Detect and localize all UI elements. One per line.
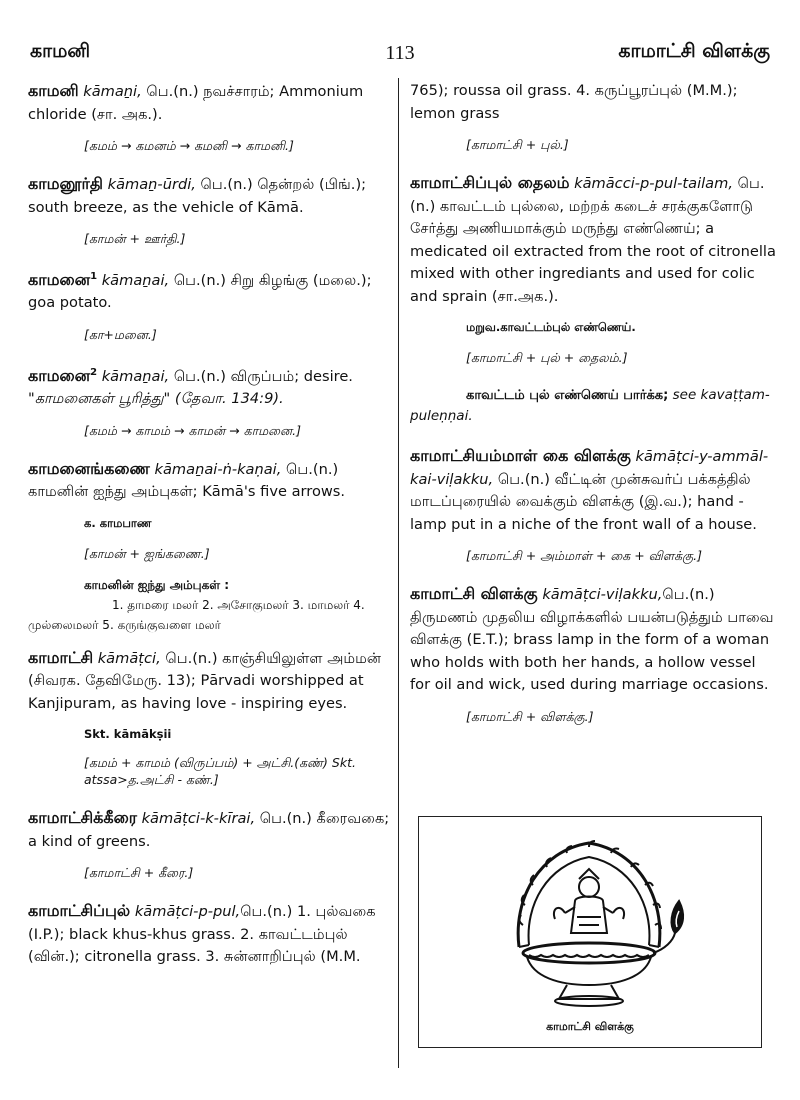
etymology: [கமம் + காமம் (விருப்பம்) + அட்சி.(கண்) Skt. atssa>த.அட்சி - கண்.] bbox=[84, 755, 356, 788]
definition: பெ.(n.) வீட்டின் முன்சுவர்ப் பக்கத்தில் மாடப்புரையில் வைக்கும் விளக்கு (இ.வ.); hand - lamp put in a niche of the front wall of a house. bbox=[410, 470, 757, 533]
dictionary-entry bbox=[28, 900, 396, 969]
dictionary-entry bbox=[410, 445, 778, 536]
dictionary-entry bbox=[28, 458, 396, 504]
headword: காமனூர்தி bbox=[28, 174, 103, 193]
transliteration: kāmāṭci-k-kīrai, bbox=[141, 810, 256, 828]
etymology: [கமம் → கமனம் → கமனி → காமனி.] bbox=[84, 138, 294, 153]
definition: பெ.(n.) தென்றல் (பிங்.); south breeze, as the vehicle of Kāmā. bbox=[28, 176, 367, 216]
page-header bbox=[30, 40, 770, 70]
etymology: [காமன் + ஊர்தி.] bbox=[84, 231, 186, 246]
definition: பெ.(n.) காஞ்சியிலுள்ள அம்மன் (சிவரக. தேவிமேரு. 13); Pārvadi worshipped at Kanjipuram, as having love - inspiring eyes. bbox=[28, 649, 382, 712]
transliteration: kāmaṉai-ṅ-kaṇai, bbox=[154, 460, 282, 478]
transliteration: kāmāṭci-y-ammāl-kai-viḷakku, bbox=[410, 448, 769, 488]
dictionary-entry bbox=[410, 583, 778, 697]
etymology: [கமம் → காமம் → காமன் → காமனை.] bbox=[84, 422, 301, 438]
headword: காமனை bbox=[28, 365, 91, 385]
definition: பெ.(n.) சிறு கிழங்கு (மலை.); goa potato. bbox=[28, 271, 372, 312]
arrows-list-text: 1. தாமரை மலர் 2. அசோகுமலர் 3. மாமலர் 4. முல்லைமலர் 5. கருங்குவளை மலர் bbox=[28, 597, 365, 632]
etymology: [காமாட்சி + விளக்கு.] bbox=[466, 708, 594, 724]
dictionary-entry bbox=[28, 647, 396, 716]
etymology: [காமாட்சி + அம்மாள் + கை + விளக்கு.] bbox=[466, 548, 703, 563]
left-column bbox=[28, 80, 396, 981]
transliteration: kāmaṉai, bbox=[101, 367, 170, 385]
headword: காமனி bbox=[28, 81, 79, 100]
page-number: 113 bbox=[385, 42, 415, 64]
dictionary-entry bbox=[410, 172, 778, 308]
headword: காமாட்சிப்புல் bbox=[28, 901, 131, 921]
definition: பெ.(n.) 1. புல்வகை (I.P.); black khus-khus grass. 2. காவட்டம்புல் (வின்.); citronella grass. 3. சுன்னாறிப்புல் (M.M. bbox=[28, 903, 376, 966]
transliteration: kāmaṉi, bbox=[83, 83, 142, 100]
headword: காமாட்சிப்புல் தைலம் bbox=[410, 173, 570, 192]
headword: காமனைங்கணை bbox=[28, 458, 150, 478]
headword: காமாட்சியம்மாள் கை விளக்கு bbox=[410, 446, 631, 465]
definition: பெ.(n.) திருமணம் முதலிய விழாக்களில் பயன்படுத்தும் பாவை விளக்கு (E.T.); brass lamp in the form of a woman who holds with both her hands, a hollow vessel for oil and wick, used during marriage occasions. bbox=[410, 586, 774, 693]
column-divider bbox=[398, 78, 399, 1068]
transliteration: kāmāṭci-viḷakku, bbox=[542, 586, 663, 603]
transliteration: kāmācci-p-pul-tailam, bbox=[574, 175, 733, 192]
dictionary-entry bbox=[28, 80, 396, 126]
right-column bbox=[410, 80, 778, 744]
dictionary-entry bbox=[28, 362, 396, 411]
etymology: [காமன் + ஐங்கணை.] bbox=[84, 545, 210, 561]
entry-continuation: 765); roussa oil grass. 4. கருப்பூரப்புல் (M.M.); lemon grass bbox=[410, 82, 738, 122]
lamp-figure bbox=[418, 816, 762, 1048]
transliteration: kāmaṉ-ūrdi, bbox=[107, 176, 196, 193]
header-guide-word-left: காமனி bbox=[30, 40, 91, 62]
etymology: [காமாட்சி + புல் + தைலம்.] bbox=[466, 350, 628, 365]
cognate-note: Skt. kāmākṣii bbox=[84, 727, 172, 742]
definition: பெ.(n.) கீரைவகை; a kind of greens. bbox=[28, 810, 390, 850]
homonym-number: 1 bbox=[90, 271, 98, 282]
etymology: [கா+மனை.] bbox=[84, 326, 157, 342]
definition: பெ.(n.) நவச்சாரம்; Ammonium chloride (சா. அக.). bbox=[28, 83, 364, 123]
etymology: [காமாட்சி + கீரை.] bbox=[84, 865, 194, 881]
homonym-number: 2 bbox=[90, 366, 98, 378]
definition: பெ.(n.) காமனின் ஐந்து அம்புகள்; Kāmā's five arrows. bbox=[28, 460, 346, 501]
figure-caption: காமாட்சி விளக்கு bbox=[546, 1020, 634, 1033]
dictionary-entry bbox=[28, 266, 396, 315]
dictionary-entry bbox=[28, 807, 396, 853]
headword: காமனை bbox=[28, 269, 91, 289]
headword: காமாட்சி bbox=[28, 647, 94, 667]
synonym-note: மறுவ.காவட்டம்புல் எண்ணெய். bbox=[466, 320, 636, 334]
cross-reference-term: காவட்டம் புல் எண்ணெய் பார்க்க; bbox=[466, 388, 669, 403]
transliteration: kāmāṭci, bbox=[97, 649, 161, 667]
cognate-note: க. காமபாண bbox=[84, 515, 152, 530]
etymology: [காமாட்சி + புல்.] bbox=[466, 137, 569, 152]
headword: காமாட்சி விளக்கு bbox=[410, 584, 538, 603]
arrows-list bbox=[28, 575, 396, 635]
cross-reference-text: see kavaṭṭam-puleṇṇai. bbox=[410, 387, 770, 424]
cross-reference bbox=[410, 385, 778, 427]
citation-quote: "காமனைகள் பூரித்து" (தேவா. 134:9). bbox=[28, 390, 284, 408]
definition: பெ.(n.) காவட்டம் புல்லை, மற்றக் கடைச் சரக்குகளோடு சேர்த்து அணியமாக்கும் மருந்து எண்ணெய்; a medicated oil extracted from the root of citronella mixed with other ingrediants and used for colic and sprain (சா.அக.). bbox=[410, 175, 776, 305]
arrows-list-label: காமனின் ஐந்து அம்புகள் : bbox=[84, 577, 230, 592]
transliteration: kāmaṉai, bbox=[101, 271, 170, 289]
lamp-illustration bbox=[489, 829, 689, 1009]
definition: பெ.(n.) விருப்பம்; desire. bbox=[169, 367, 353, 385]
headword: காமாட்சிக்கீரை bbox=[28, 808, 137, 828]
header-guide-word-right: காமாட்சி விளக்கு bbox=[618, 40, 770, 62]
transliteration: kāmāṭci-p-pul, bbox=[134, 903, 241, 921]
dictionary-entry bbox=[28, 173, 396, 219]
